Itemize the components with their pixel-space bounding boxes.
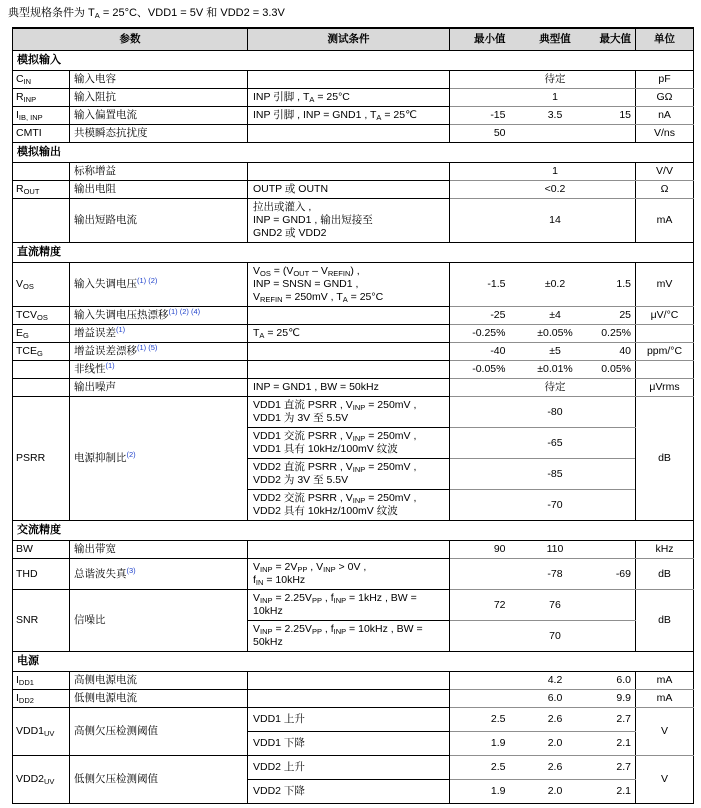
- max-value: [585, 590, 636, 621]
- table-row: [13, 590, 694, 621]
- typ-value: 1: [514, 89, 585, 107]
- unit: nA: [636, 107, 694, 125]
- table-row: [13, 71, 694, 89]
- param-symbol: $TCV_{OS}$: [13, 307, 70, 325]
- test-condition: INP = GND1 , BW = 50kHz: [248, 379, 450, 397]
- max-value: [585, 490, 636, 521]
- unit: μVrms: [636, 379, 694, 397]
- min-value: 2.5: [450, 756, 514, 780]
- param-name: 共模瞬态抗扰度: [70, 125, 248, 143]
- min-value: -40: [450, 343, 514, 361]
- max-value: 0.05%: [585, 361, 636, 379]
- param-name: 非线性$^{(1)}$: [70, 361, 248, 379]
- table-row: [13, 307, 694, 325]
- col-header-min: 最小值: [450, 28, 514, 51]
- param-name: 增益误差$^{(1)}$: [70, 325, 248, 343]
- table-row: [13, 325, 694, 343]
- typ-value: ±0.2: [514, 263, 585, 307]
- spec-table: [12, 27, 694, 804]
- typ-value: 2.0: [514, 780, 585, 804]
- section-label: 直流精度: [13, 243, 694, 263]
- min-value: -25: [450, 307, 514, 325]
- min-value: [450, 379, 514, 397]
- min-value: -0.25%: [450, 325, 514, 343]
- min-value: [450, 89, 514, 107]
- title-subscript: A: [94, 11, 100, 20]
- typ-value: 1: [514, 163, 585, 181]
- section-label: 交流精度: [13, 521, 694, 541]
- test-condition: [248, 307, 450, 325]
- param-symbol: $E_G$: [13, 325, 70, 343]
- max-value: -69: [585, 559, 636, 590]
- min-value: [450, 559, 514, 590]
- table-row: [13, 559, 694, 590]
- col-header-typ: 典型值: [514, 28, 585, 51]
- param-symbol: CMTI: [13, 125, 70, 143]
- test-condition: [248, 125, 450, 143]
- page-title: [8, 6, 693, 20]
- unit: ppm/°C: [636, 343, 694, 361]
- param-symbol: $I_{DD2}$: [13, 690, 70, 708]
- max-value: [585, 428, 636, 459]
- param-name: 高侧欠压检测阈值: [70, 708, 248, 756]
- min-value: [450, 163, 514, 181]
- param-symbol: PSRR: [13, 397, 70, 521]
- min-value: [450, 490, 514, 521]
- param-name: 高侧电源电流: [70, 672, 248, 690]
- min-value: -15: [450, 107, 514, 125]
- min-value: [450, 690, 514, 708]
- param-name: 电源抑制比$^{(2)}$: [70, 397, 248, 521]
- min-value: 72: [450, 590, 514, 621]
- table-row: [13, 541, 694, 559]
- param-name: 增益误差漂移$^{(1) (5)}$: [70, 343, 248, 361]
- typ-value: -80: [514, 397, 585, 428]
- param-symbol: $I_{IB, INP}$: [13, 107, 70, 125]
- typ-value: 4.2: [514, 672, 585, 690]
- test-condition: [248, 690, 450, 708]
- unit: [636, 325, 694, 343]
- section-label: 电源: [13, 652, 694, 672]
- typ-value: ±0.01%: [514, 361, 585, 379]
- param-symbol: $I_{DD1}$: [13, 672, 70, 690]
- test-condition: VDD2 交流 PSRR , $V_{INP} = 250mV$ , VDD2 具有 10kHz/100mV 纹波: [248, 490, 450, 521]
- test-condition: VDD2 上升: [248, 756, 450, 780]
- min-value: [450, 181, 514, 199]
- min-value: 2.5: [450, 708, 514, 732]
- table-row: [13, 125, 694, 143]
- unit: mV: [636, 263, 694, 307]
- table-row: [13, 263, 694, 307]
- max-value: 9.9: [585, 690, 636, 708]
- section-row: [13, 652, 694, 672]
- param-name: 输入失调电压$^{(1) (2)}$: [70, 263, 248, 307]
- col-header-unit: 单位: [636, 28, 694, 51]
- col-header-param: 参数: [13, 28, 248, 51]
- typ-value: [514, 125, 585, 143]
- title-prefix: 典型规格条件为 T: [8, 7, 95, 19]
- typ-value: ±5: [514, 343, 585, 361]
- spec-table-body: [13, 28, 694, 804]
- min-value: [450, 672, 514, 690]
- min-value: [450, 459, 514, 490]
- param-symbol: [13, 361, 70, 379]
- param-name: 低侧电源电流: [70, 690, 248, 708]
- table-row: [13, 708, 694, 732]
- test-condition: [248, 343, 450, 361]
- param-name: 输出噪声: [70, 379, 248, 397]
- unit: dB: [636, 559, 694, 590]
- max-value: 2.1: [585, 780, 636, 804]
- max-value: 1.5: [585, 263, 636, 307]
- max-value: 2.1: [585, 732, 636, 756]
- param-symbol: $TCE_G$: [13, 343, 70, 361]
- col-header-max: 最大值: [585, 28, 636, 51]
- param-name: 低侧欠压检测阈值: [70, 756, 248, 804]
- max-value: 2.7: [585, 708, 636, 732]
- test-condition: [248, 361, 450, 379]
- typ-value: -70: [514, 490, 585, 521]
- typ-value: 3.5: [514, 107, 585, 125]
- unit: GΩ: [636, 89, 694, 107]
- param-symbol: $VDD1_{UV}$: [13, 708, 70, 756]
- param-symbol: SNR: [13, 590, 70, 652]
- max-value: [585, 379, 636, 397]
- col-header-cond: 测试条件: [248, 28, 450, 51]
- min-value: 1.9: [450, 780, 514, 804]
- section-row: [13, 521, 694, 541]
- test-condition: VDD1 下降: [248, 732, 450, 756]
- test-condition: $T_A$ = 25℃: [248, 325, 450, 343]
- max-value: 6.0: [585, 672, 636, 690]
- test-condition: VDD1 上升: [248, 708, 450, 732]
- param-name: 输入电容: [70, 71, 248, 89]
- test-condition: VDD2 直流 PSRR , $V_{INP} = 250mV$ , VDD2 为 3V 至 5.5V: [248, 459, 450, 490]
- max-value: [585, 621, 636, 652]
- param-symbol: $C_{IN}$: [13, 71, 70, 89]
- typ-value: -65: [514, 428, 585, 459]
- test-condition: OUTP 或 OUTN: [248, 181, 450, 199]
- unit: V/V: [636, 163, 694, 181]
- test-condition: VDD1 直流 PSRR , $V_{INP} = 250mV$ , VDD1 为 3V 至 5.5V: [248, 397, 450, 428]
- max-value: [585, 125, 636, 143]
- max-value: 40: [585, 343, 636, 361]
- table-row: [13, 181, 694, 199]
- param-name: 输出电阻: [70, 181, 248, 199]
- min-value: -1.5: [450, 263, 514, 307]
- unit: Ω: [636, 181, 694, 199]
- max-value: [585, 89, 636, 107]
- param-symbol: $R_{OUT}$: [13, 181, 70, 199]
- test-condition: [248, 163, 450, 181]
- table-row: [13, 756, 694, 780]
- unit: V/ns: [636, 125, 694, 143]
- unit: V: [636, 708, 694, 756]
- typ-value: 2.6: [514, 708, 585, 732]
- max-value: 25: [585, 307, 636, 325]
- title-suffix: = 25°C、VDD1 = 5V 和 VDD2 = 3.3V: [99, 7, 285, 19]
- typ-value: <0.2: [514, 181, 585, 199]
- typ-value: ±4: [514, 307, 585, 325]
- test-condition: $V_{INP} = 2.25V_{PP}$ , $f_{INP} = 10kHz$ , BW = 50kHz: [248, 621, 450, 652]
- typ-value: 70: [514, 621, 585, 652]
- param-symbol: $VDD2_{UV}$: [13, 756, 70, 804]
- param-symbol: [13, 163, 70, 181]
- max-value: 2.7: [585, 756, 636, 780]
- param-symbol: THD: [13, 559, 70, 590]
- test-condition: 拉出或灌入 , INP = GND1 , 输出短接至 GND2 或 VDD2: [248, 199, 450, 243]
- param-name: 输出带宽: [70, 541, 248, 559]
- section-row: [13, 143, 694, 163]
- test-condition: VDD2 下降: [248, 780, 450, 804]
- min-value: [450, 71, 514, 89]
- max-value: [585, 163, 636, 181]
- test-condition: INP 引脚 , INP = GND1 , $T_A$ = 25℃: [248, 107, 450, 125]
- test-condition: INP 引脚 , $T_A = 25^\circ C$: [248, 89, 450, 107]
- test-condition: $V_{OS} = (V_{OUT} - V_{REFIN})$ , INP = SNSN = GND1 , $V_{REFIN} = 250mV$ , $T_A = 25^\circ C$: [248, 263, 450, 307]
- max-value: [585, 397, 636, 428]
- min-value: -0.05%: [450, 361, 514, 379]
- test-condition: [248, 541, 450, 559]
- param-name: 输入失调电压热漂移$^{(1) (2) (4)}$: [70, 307, 248, 325]
- table-row: [13, 672, 694, 690]
- typ-value: 2.6: [514, 756, 585, 780]
- param-symbol: [13, 379, 70, 397]
- min-value: [450, 428, 514, 459]
- min-value: 90: [450, 541, 514, 559]
- param-name: 输入阻抗: [70, 89, 248, 107]
- table-header-row: [13, 28, 694, 51]
- table-row: [13, 397, 694, 428]
- table-row: [13, 107, 694, 125]
- table-row: [13, 343, 694, 361]
- min-value: [450, 199, 514, 243]
- table-row: [13, 690, 694, 708]
- unit: kHz: [636, 541, 694, 559]
- min-value: 1.9: [450, 732, 514, 756]
- typ-value: 14: [514, 199, 585, 243]
- max-value: [585, 459, 636, 490]
- test-condition: $V_{INP} = 2.25V_{PP}$ , $f_{INP} = 1kHz$ , BW = 10kHz: [248, 590, 450, 621]
- unit: dB: [636, 397, 694, 521]
- param-name: 总谐波失真$^{(3)}$: [70, 559, 248, 590]
- max-value: 0.25%: [585, 325, 636, 343]
- typ-value: 待定: [514, 379, 585, 397]
- min-value: [450, 397, 514, 428]
- typ-value: -78: [514, 559, 585, 590]
- param-name: 标称增益: [70, 163, 248, 181]
- param-name: 输入偏置电流: [70, 107, 248, 125]
- test-condition: [248, 672, 450, 690]
- typ-value: -85: [514, 459, 585, 490]
- table-row: [13, 361, 694, 379]
- section-label: 模拟输入: [13, 51, 694, 71]
- max-value: [585, 181, 636, 199]
- unit: mA: [636, 690, 694, 708]
- unit: mA: [636, 672, 694, 690]
- param-symbol: $R_{INP}$: [13, 89, 70, 107]
- test-condition: $V_{INP} = 2V_{PP}$ , $V_{INP} > 0V$ , $f_{IN} = 10kHz$: [248, 559, 450, 590]
- typ-value: ±0.05%: [514, 325, 585, 343]
- section-row: [13, 51, 694, 71]
- section-label: 模拟输出: [13, 143, 694, 163]
- section-row: [13, 243, 694, 263]
- table-row: [13, 199, 694, 243]
- max-value: [585, 541, 636, 559]
- table-row: [13, 163, 694, 181]
- typ-value: 76: [514, 590, 585, 621]
- param-name: 信噪比: [70, 590, 248, 652]
- max-value: 15: [585, 107, 636, 125]
- unit: μV/°C: [636, 307, 694, 325]
- max-value: [585, 71, 636, 89]
- min-value: [450, 621, 514, 652]
- table-row: [13, 89, 694, 107]
- param-name: 输出短路电流: [70, 199, 248, 243]
- param-symbol: $V_{OS}$: [13, 263, 70, 307]
- typ-value: 6.0: [514, 690, 585, 708]
- typ-value: 110: [514, 541, 585, 559]
- param-symbol: [13, 199, 70, 243]
- typ-value: 2.0: [514, 732, 585, 756]
- unit: pF: [636, 71, 694, 89]
- unit: V: [636, 756, 694, 804]
- test-condition: VDD1 交流 PSRR , $V_{INP} = 250mV$ , VDD1 具有 10kHz/100mV 纹波: [248, 428, 450, 459]
- min-value: 50: [450, 125, 514, 143]
- typ-value: 待定: [514, 71, 585, 89]
- unit: mA: [636, 199, 694, 243]
- param-symbol: BW: [13, 541, 70, 559]
- unit: dB: [636, 590, 694, 652]
- unit: [636, 361, 694, 379]
- test-condition: [248, 71, 450, 89]
- max-value: [585, 199, 636, 243]
- table-row: [13, 379, 694, 397]
